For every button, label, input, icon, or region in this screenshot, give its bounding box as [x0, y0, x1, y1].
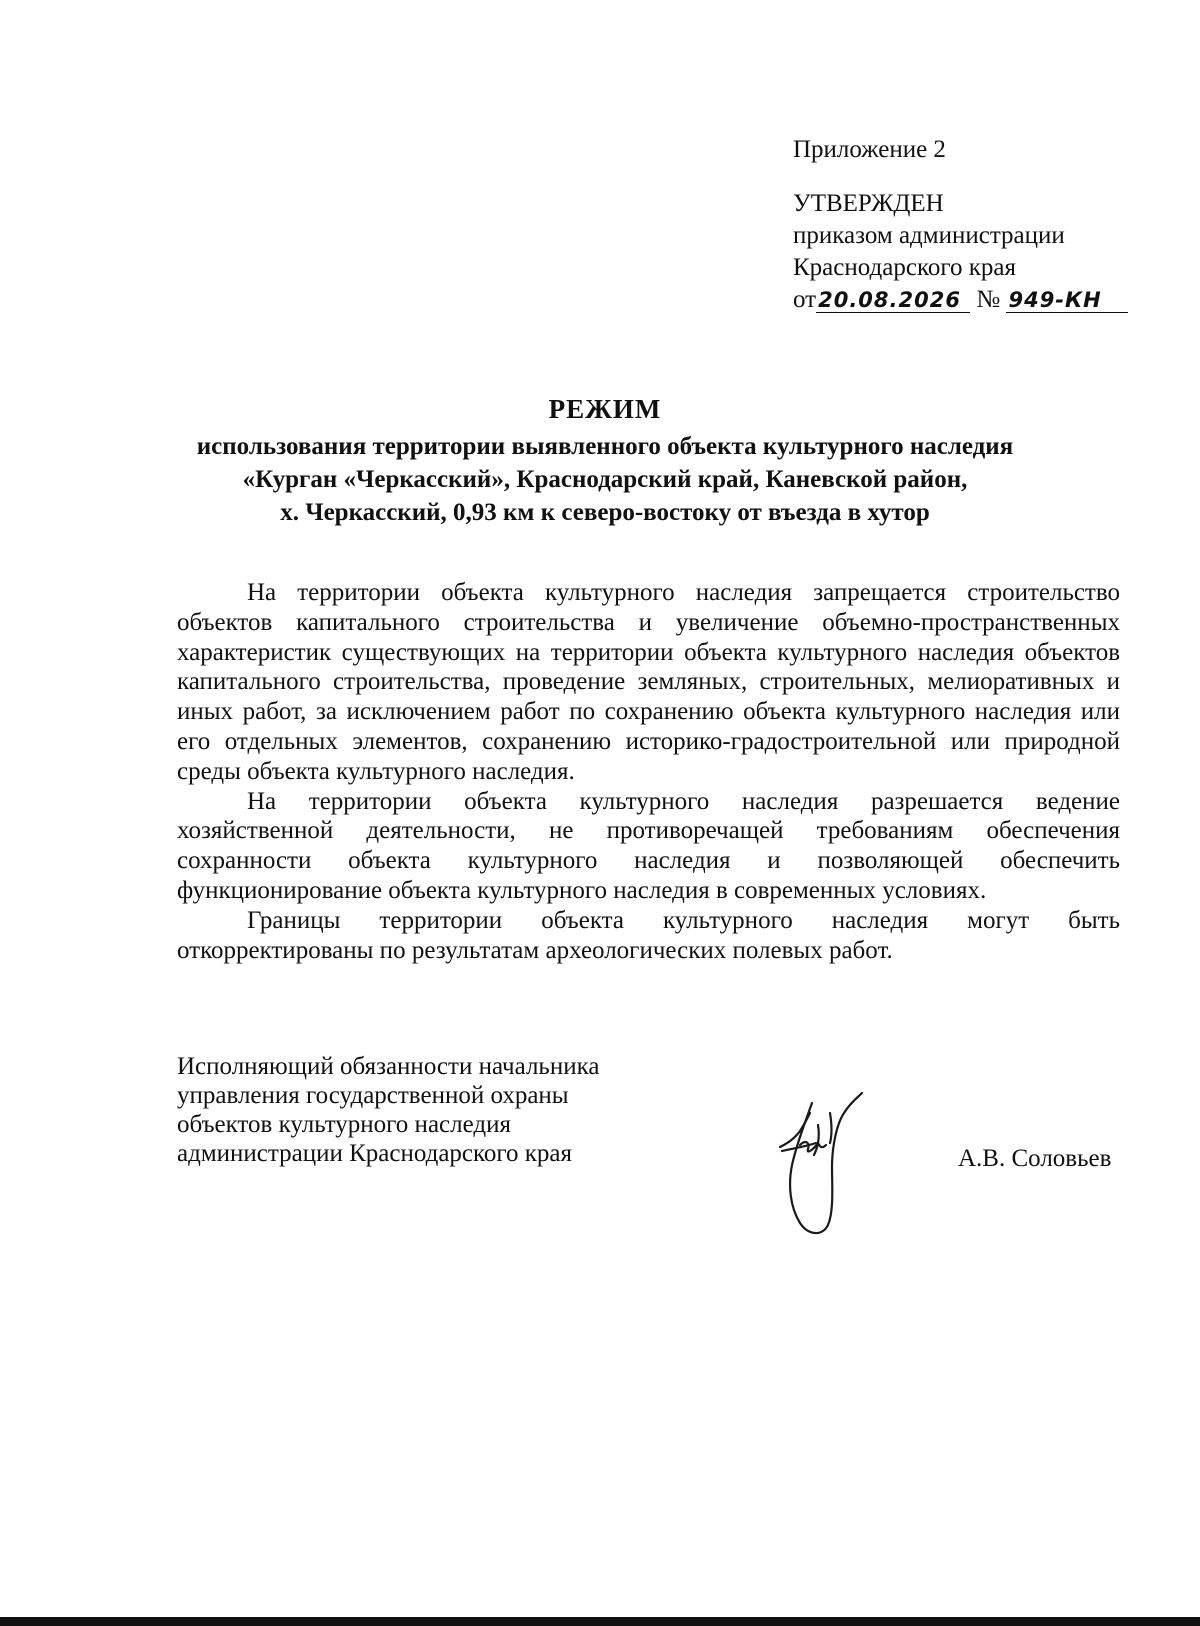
signatory-position — [177, 1052, 677, 1168]
approval-line-1: приказом администрации — [793, 222, 1065, 249]
subtitle-line-2: «Курган «Черкасский», Краснодарский край, Каневской район, — [242, 466, 968, 493]
paragraph-boundaries: Границы территории объекта культурного наследия могут быть откорректированы по результатам археологических полевых работ. — [177, 906, 1120, 964]
position-line-4: администрации Краснодарского края — [177, 1140, 573, 1167]
scan-edge-divider — [0, 1617, 1200, 1626]
subtitle-line-3: х. Черкасский, 0,93 км к северо-востоку от въезда в хутор — [280, 499, 930, 526]
handwritten-signature — [770, 1085, 890, 1245]
approval-stamp — [793, 134, 1153, 316]
from-label: от — [793, 286, 817, 313]
approval-line-2: Краснодарского края — [793, 254, 1016, 281]
position-line-3: объектов культурного наследия — [177, 1111, 511, 1138]
document-body — [177, 578, 1120, 965]
order-number: 949-КН — [1006, 288, 1128, 313]
order-line — [793, 284, 1153, 316]
number-label: № — [976, 286, 1001, 313]
annex-label: Приложение 2 — [793, 136, 946, 163]
subtitle-line-1: использования территории выявленного объекта культурного наследия — [196, 433, 1014, 460]
position-line-1: Исполняющий обязанности начальника — [177, 1053, 600, 1080]
paragraph-permitted: На территории объекта культурного наследия разрешается ведение хозяйственной деятельности, не противоречащей требованиям обеспечения сохранности объекта культурного наследия и позволяющей обеспечить функционирование объекта культурного наследия в современных условиях. — [177, 787, 1120, 904]
position-line-2: управления государственной охраны — [177, 1082, 569, 1109]
order-date: 20.08.2026 — [816, 288, 970, 313]
document-title: РЕЖИМ — [548, 394, 662, 424]
signer-name: А.В. Соловьев — [958, 1145, 1112, 1172]
paragraph-prohibited: На территории объекта культурного наследия запрещается строительство объектов капитального строительства и увеличение объемно-пространственных характеристик существующих на территории объекта культурного наследия объектов капитального строительства, проведение земляных, строительных, мелиоративных и иных работ, за исключением работ по сохранению объекта культурного наследия или его отдельных элементов, сохранению историко-градостроительной или природной среды объекта культурного наследия. — [177, 579, 1120, 785]
approved-label: УТВЕРЖДЕН — [793, 190, 944, 217]
document-heading — [130, 392, 1080, 529]
